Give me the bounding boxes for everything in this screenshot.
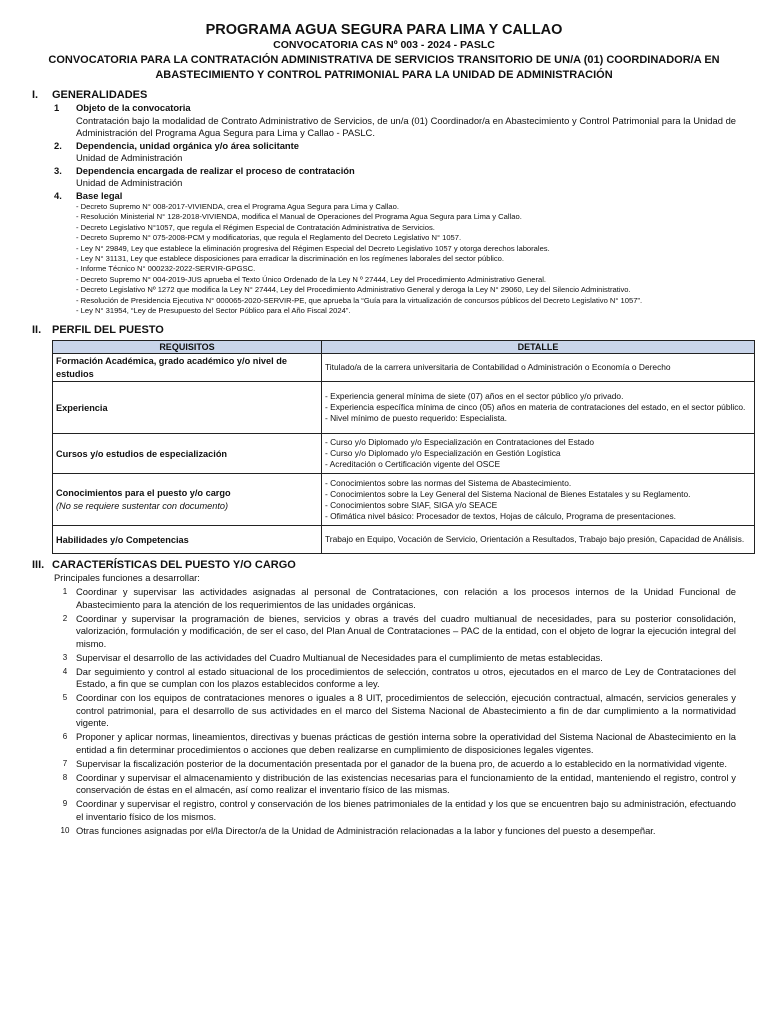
detail-line: - Ofimática nivel básico: Procesador de textos, Hojas de cálculo, Programa de presentaciones. — [325, 510, 676, 521]
function-item — [54, 613, 736, 651]
profile-table — [52, 340, 755, 554]
section-generalidades-heading — [32, 88, 736, 102]
function-number: 9 — [62, 799, 68, 809]
function-number: 7 — [62, 758, 68, 768]
item-number: 1 — [54, 102, 60, 113]
requirement-label: Formación Académica, grado académico y/o nivel de estudios — [56, 356, 287, 379]
base-legal-list — [32, 202, 736, 316]
table-row — [53, 434, 755, 474]
function-text: Supervisar el desarrollo de las actividades del Cuadro Multianual de Necesidades para el cumplimiento de metas establecidas. — [76, 651, 603, 663]
requirement-label: Experiencia — [56, 402, 108, 413]
generalidades-list — [32, 102, 736, 202]
table-row — [53, 474, 755, 526]
function-item — [54, 586, 736, 611]
detail-cell — [322, 354, 755, 382]
generalidades-item — [54, 165, 736, 178]
requirement-cell — [53, 434, 322, 474]
document-title: PROGRAMA AGUA SEGURA PARA LIMA Y CALLAO — [205, 22, 563, 38]
table-header-row — [53, 341, 755, 354]
requirement-note: (No se requiere sustentar con documento) — [56, 500, 229, 511]
table-row — [53, 382, 755, 434]
function-item — [54, 825, 736, 838]
legal-item: - Resolución Ministerial N° 128-2018-VIVIENDA, modifica el Manual de Operaciones del Programa Agua Segura para Lima y Callao. — [76, 212, 522, 222]
detail-line: Titulado/a de la carrera universitaria de Contabilidad o Administración o Economía o Derecho — [325, 362, 671, 373]
convocatoria-heading — [32, 53, 736, 82]
legal-item: - Ley N° 31954, “Ley de Presupuesto del Sector Público para el Año Fiscal 2024”. — [76, 306, 351, 316]
section-number: III. — [32, 559, 45, 572]
detail-line: - Conocimientos sobre las normas del Sistema de Abastecimiento. — [325, 477, 572, 488]
detail-line: - Conocimientos sobre SIAF, SIGA y/o SEACE — [325, 499, 498, 510]
item-title: Dependencia encargada de realizar el proceso de contratación — [76, 164, 355, 176]
item-description: Unidad de Administración — [76, 152, 183, 163]
generalidades-item — [54, 190, 736, 203]
generalidades-item — [54, 140, 736, 153]
section-number: I. — [32, 89, 39, 101]
item-description: Contratación bajo la modalidad de Contrato Administrativo de Servicios, de un/a (01) Coordinador/a en Abastecimiento y Control Patrimonial para la Unidad de Administración del Programa Agua Segura para Lima y Callao - PASLC. — [76, 114, 736, 138]
convocatoria-heading-line-2: ABASTECIMIENTO Y CONTROL PATRIMONIAL PARA LA UNIDAD DE ADMINISTRACIÓN — [155, 68, 613, 81]
function-number: 10 — [60, 825, 70, 835]
detail-line: - Curso y/o Diplomado y/o Especialización en Gestión Logística — [325, 448, 561, 459]
item-number: 3. — [54, 164, 62, 176]
function-number: 4 — [62, 666, 68, 676]
function-number: 1 — [62, 587, 68, 597]
detail-line: - Experiencia específica mínima de cinco (05) años en materia de contrataciones del estado, en el sector público. — [325, 402, 746, 413]
function-item — [54, 652, 736, 665]
legal-item: - Decreto Supremo N° 075-2008-PCM y modificatorias, que regula el Reglamento del Decreto Legislativo N° 1057. — [76, 233, 462, 243]
item-description: Unidad de Administración — [76, 177, 183, 188]
detail-cell — [322, 474, 755, 526]
function-item — [54, 758, 736, 771]
requirement-label: Cursos y/o estudios de especialización — [56, 448, 228, 459]
section-title: PERFIL DEL PUESTO — [52, 324, 164, 337]
detail-line: - Conocimientos sobre la Ley General del Sistema Nacional de Bienes Estatales y su Reglamento. — [325, 488, 691, 499]
function-item — [54, 666, 736, 691]
function-number: 2 — [62, 613, 68, 623]
legal-item: - Decreto Supremo N° 008-2017-VIVIENDA, crea el Programa Agua Segura para Lima y Callao. — [76, 202, 399, 211]
requirement-cell — [53, 354, 322, 382]
section-number: II. — [32, 324, 42, 337]
convocatoria-number: CONVOCATORIA CAS Nº 003 - 2024 - PASLC — [273, 39, 495, 51]
function-text: Coordinar y supervisar la programación de bienes, servicios y obras a través del cuadro multianual de necesidades, para su posterior consolidación, valorización, formulación y modificación, de ser el caso, del Plan Anual de Contrataciones – PAC de la entidad, con el objeto de lograr la ejecución integral del mismo. — [76, 612, 736, 649]
table-row — [53, 526, 755, 554]
item-number: 4. — [54, 189, 62, 201]
legal-item: - Informe Técnico N° 000232-2022-SERVIR-GPGSC. — [76, 264, 256, 274]
function-text: Dar seguimiento y control al estado situacional de los procedimientos de selección, contratos u otros, ejecutados en el marco de Ley de Contrataciones del Estado, a fin que se cumplan con los plazos establecidos conforme a ley. — [76, 665, 736, 690]
generalidades-item — [54, 102, 736, 115]
function-text: Otras funciones asignadas por el/la Director/a de la Unidad de Administración relacionadas a la labor y funciones del puesto a desempeñar. — [76, 824, 656, 836]
item-number: 2. — [54, 139, 62, 151]
detail-line: - Experiencia general mínima de siete (07) años en el sector público y/o privado. — [325, 391, 624, 402]
section-caracteristicas-heading — [32, 558, 736, 572]
function-number: 3 — [62, 652, 68, 662]
legal-item: - Decreto Supremo N° 004-2019-JUS aprueba el Texto Único Ordenado de la Ley N º 27444, Ley del Procedimiento Administrativo General. — [76, 274, 546, 284]
section-perfil-heading — [32, 323, 736, 337]
detail-line: - Acreditación o Certificación vigente del OSCE — [325, 459, 501, 470]
function-text: Coordinar y supervisar el registro, control y conservación de los bienes patrimoniales de la entidad y los que se encuentren bajo su administración, efectuando el inventario físico de los mismos. — [76, 798, 736, 822]
section-title: CARACTERÍSTICAS DEL PUESTO Y/O CARGO — [52, 559, 296, 572]
functions-intro: Principales funciones a desarrollar: — [54, 572, 200, 584]
table-row — [53, 354, 755, 382]
function-number: 8 — [62, 772, 68, 782]
requirement-cell — [53, 382, 322, 434]
detail-line: - Nivel mínimo de puesto requerido: Especialista. — [325, 413, 508, 424]
function-text: Coordinar con los equipos de contrataciones menores o iguales a 8 UIT, procedimientos de selección, ejecución contractual, almacén, servicios generales y control patrimonial, para el desarrollo de sus actividades en el marco del Sistema Nacional de Abastecimiento a fin de dar cumplimiento a la normatividad vigente. — [76, 692, 736, 729]
function-text: Supervisar la fiscalización posterior de la documentación presentada por el ganador de la buena pro, de acuerdo a lo establecido en la normatividad vigente. — [76, 757, 727, 769]
detail-cell — [322, 382, 755, 434]
requirement-cell — [53, 474, 322, 526]
function-text: Coordinar y supervisar el almacenamiento y distribución de las existencias necesarias para el funcionamiento de la entidad, manteniendo el registro, control y conservación de éstas en el almacén, así como realizar el inventario físico de las mismas. — [76, 771, 736, 796]
legal-item: - Decreto Legislativo Nº 1272 que modifica la Ley N° 27444, Ley del Procedimiento Administrativo General y deroga la Ley N° 29060, Ley del Silencio Administrativo. — [76, 285, 631, 295]
detail-cell — [322, 526, 755, 554]
item-title: Objeto de la convocatoria — [76, 102, 191, 113]
function-item — [54, 772, 736, 797]
function-item — [54, 731, 736, 756]
function-number: 5 — [62, 693, 68, 703]
function-item — [54, 692, 736, 730]
function-number: 6 — [62, 732, 68, 742]
requirement-cell — [53, 526, 322, 554]
requirement-label: Conocimientos para el puesto y/o cargo — [56, 488, 231, 499]
item-title: Base legal — [76, 189, 123, 201]
function-text: Proponer y aplicar normas, lineamientos, directivas y buenas prácticas de gestión interna sobre la operatividad del Sistema Nacional de Abastecimiento en la entidad a fin determinar procedimientos o acciones que deben realizarse en cumplimiento de disposiciones legales vigentes. — [76, 731, 736, 755]
column-header-detalle: DETALLE — [322, 341, 755, 354]
function-item — [54, 798, 736, 823]
section-title: GENERALIDADES — [52, 89, 148, 101]
functions-list — [32, 586, 736, 837]
detail-line: - Curso y/o Diplomado y/o Especialización en Contrataciones del Estado — [325, 437, 595, 448]
function-text: Coordinar y supervisar las actividades asignadas al personal de Contrataciones, con relación a los procesos internos de la Unidad Funcional de Abastecimiento para la atención de los requerimientos de las unidades orgánicas. — [76, 586, 736, 610]
detail-line: Trabajo en Equipo, Vocación de Servicio, Orientación a Resultados, Trabajo bajo presión, Capacidad de Análisis. — [325, 534, 745, 545]
requirement-label: Habilidades y/o Competencias — [56, 534, 189, 545]
legal-item: - Ley N° 31131, Ley que establece disposiciones para erradicar la discriminación en los regímenes laborales del sector público. — [76, 254, 504, 264]
convocatoria-heading-line-1: CONVOCATORIA PARA LA CONTRATACIÓN ADMINISTRATIVA DE SERVICIOS TRANSITORIO DE UN/A (01) COORDINADOR/A EN — [48, 54, 720, 66]
legal-item: - Resolución de Presidencia Ejecutiva N° 000065-2020-SERVIR-PE, que aprueba la “Guía para la virtualización de concursos públicos del Decreto Legislativo N° 1057”. — [76, 295, 643, 305]
detail-cell — [322, 434, 755, 474]
legal-item: - Decreto Legislativo N°1057, que regula el Régimen Especial de Contratación Administrativa de Servicios. — [76, 222, 435, 232]
legal-item: - Ley N° 29849, Ley que establece la eliminación progresiva del Régimen Especial del Decreto Legislativo 1057 y otorga derechos laborales. — [76, 243, 550, 253]
item-title: Dependencia, unidad orgánica y/o área solicitante — [76, 139, 299, 151]
column-header-requisitos: REQUISITOS — [53, 341, 322, 354]
